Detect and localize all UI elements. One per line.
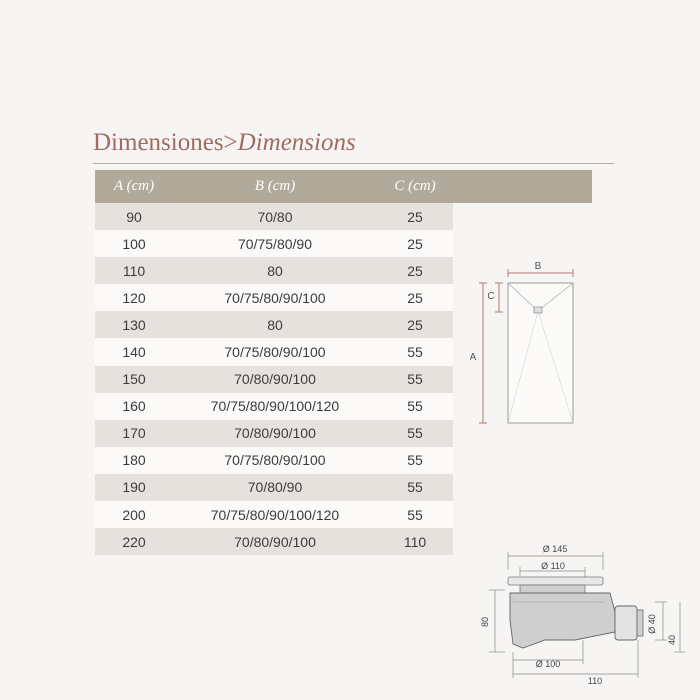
dimension-c-line [495,283,503,312]
cell-c: 110 [403,533,427,550]
cell-a: 110 [122,262,146,279]
table-row [95,420,453,447]
cell-a: 220 [122,533,146,550]
drain-diagram [475,540,695,690]
cell-a: 140 [122,344,146,361]
table-row [95,230,453,257]
table-row [95,203,453,230]
shower-tray-diagram [470,255,590,430]
cell-c: 55 [407,425,423,442]
table-body [95,203,453,555]
cell-c: 25 [407,235,423,252]
header-b: B (cm) [254,178,296,194]
cell-c: 55 [407,479,423,496]
heading-spanish: Dimensiones> [93,129,238,156]
cell-a: 100 [122,235,146,252]
table-row [95,447,453,474]
cell-c: 55 [407,452,423,469]
dim-bottom-label: Ø 100 [535,659,561,669]
cell-a: 120 [122,289,146,306]
table-row [95,284,453,311]
dim-outlet-label: Ø 40 [647,614,657,634]
heading-english: Dimensions [237,129,356,156]
cell-b: 70/80/90/100 [234,425,316,442]
table-row [95,393,453,420]
cell-b: 70/80/90/100 [234,371,316,388]
cell-a: 200 [122,506,146,523]
dim-top-label: Ø 145 [542,544,568,554]
table-row [95,257,453,284]
table-row [95,366,453,393]
cell-b: 70/75/80/90/100 [224,289,326,306]
dim-inner-label: Ø 110 [541,561,565,571]
cell-c: 25 [407,289,423,306]
tray-outline [508,283,573,423]
cell-a: 170 [122,425,146,442]
table-row [95,501,453,528]
label-b: B [534,261,542,272]
section-heading [93,129,356,157]
cell-c: 55 [407,371,423,388]
cell-a: 160 [122,398,146,415]
cell-b: 70/80/90 [247,479,303,496]
cell-c: 55 [407,506,423,523]
cell-c: 25 [407,262,423,279]
cell-b: 80 [267,316,283,333]
cell-a: 150 [122,371,146,388]
cell-b: 80 [267,262,283,279]
cell-c: 25 [407,208,423,225]
table-row [95,338,453,365]
cell-c: 55 [407,398,423,415]
header-a: A (cm) [113,178,155,194]
dim-height-label: 80 [480,616,490,628]
table-row [95,311,453,338]
dim-outlet-height-label: 40 [667,634,677,646]
cell-c: 25 [407,316,423,333]
label-a: A [470,352,477,363]
cell-a: 180 [122,452,146,469]
cell-b: 70/80/90/100 [234,533,316,550]
drain-body [508,577,643,648]
header-c: C (cm) [394,178,436,194]
cell-b: 70/75/80/90/100/120 [210,398,340,415]
cell-b: 70/75/80/90/100 [224,344,326,361]
cell-c: 55 [407,344,423,361]
table-header [95,170,592,203]
cell-a: 190 [122,479,146,496]
dimension-a-line [479,283,487,423]
cell-a: 130 [122,316,146,333]
table-row [95,528,453,555]
table-row [95,474,453,501]
cell-b: 70/80 [257,208,293,225]
cell-a: 90 [126,208,142,225]
heading-divider [93,163,614,164]
cell-b: 70/75/80/90 [238,235,312,252]
label-c: C [487,291,495,302]
dim-length-label: 110 [587,676,603,686]
cell-b: 70/75/80/90/100/120 [210,506,340,523]
cell-b: 70/75/80/90/100 [224,452,326,469]
